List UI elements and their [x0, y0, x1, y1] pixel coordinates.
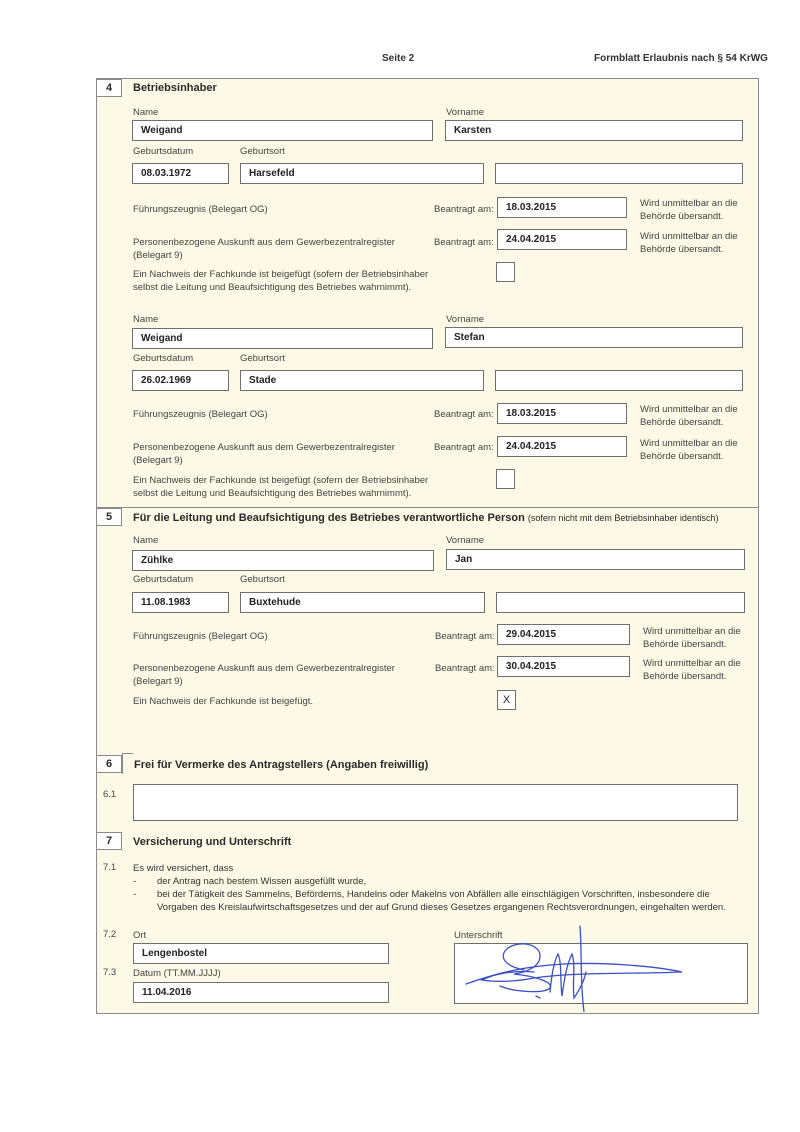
datum-label: Datum (TT.MM.JJJJ): [133, 968, 221, 979]
owner1-auskunft-date[interactable]: 24.04.2015: [497, 229, 627, 250]
owner2-fachkunde-checkbox[interactable]: [496, 469, 515, 489]
beantragt-label: Beantragt am:: [435, 631, 495, 642]
geburtsdatum-label: Geburtsdatum: [133, 574, 194, 585]
remarks-field[interactable]: [133, 784, 738, 821]
section-6-number: 6: [96, 755, 122, 773]
owner2-vorname-field[interactable]: Stefan: [445, 327, 743, 348]
vorname-label: Vorname: [446, 535, 485, 546]
auskunft-label: Personenbezogene Auskunft aus dem Gewerbezentralregister (Belegart 9): [133, 237, 395, 261]
owner2-geburtsort-field[interactable]: Stade: [240, 370, 484, 391]
owner2-auskunft-date[interactable]: 24.04.2015: [497, 436, 627, 457]
section-7-1-number: 7.1: [103, 862, 117, 873]
signature-icon: [454, 922, 748, 1012]
vorname-label: Vorname: [446, 314, 485, 325]
fuehrungszeugnis-label: Führungszeugnis (Belegart OG): [133, 409, 268, 420]
owner1-fachkunde-checkbox[interactable]: [496, 262, 515, 282]
declaration-text: Es wird versichert, dass - der Antrag nach bestem Wissen ausgefüllt wurde, - bei der Tätigkeit des Sammelns, Beförderns, Handelns oder Makelns von Abfällen alle einschlägigen Vorschriften, insbesondere die Vorgaben des Kreislaufwirtschaftsgesetzes und der auf Grund dieses Gesetzes ergangenen Rechtsverordnungen, eingehalten werden.: [133, 862, 753, 914]
geburtsort-label: Geburtsort: [240, 353, 285, 364]
section-divider: [96, 507, 759, 508]
manager-geburtsort-field[interactable]: Buxtehude: [240, 592, 485, 613]
name-label: Name: [133, 535, 159, 546]
beantragt-label: Beantragt am:: [434, 204, 494, 215]
owner2-fuehrungszeugnis-date[interactable]: 18.03.2015: [497, 403, 627, 424]
section-5-title: Für die Leitung und Beaufsichtigung des Betriebes verantwortliche Person (sofern nicht mit dem Betriebsinhaber identisch): [133, 512, 719, 524]
geburtsdatum-label: Geburtsdatum: [133, 353, 194, 364]
fachkunde-label: Ein Nachweis der Fachkunde ist beigefügt.: [133, 696, 314, 707]
beantragt-label: Beantragt am:: [435, 663, 495, 674]
beantragt-label: Beantragt am:: [434, 442, 494, 453]
uebersandt-note: Wird unmittelbar an die Behörde übersandt.: [640, 231, 738, 255]
section-7-number: 7: [96, 832, 122, 850]
section-6-bracket: [122, 753, 133, 774]
owner1-geburtsort-field[interactable]: Harsefeld: [240, 163, 484, 184]
vorname-label: Vorname: [446, 107, 485, 118]
geburtsort-label: Geburtsort: [240, 574, 285, 585]
name-label: Name: [133, 314, 159, 325]
ort-label: Ort: [133, 930, 147, 941]
manager-fuehrungszeugnis-date[interactable]: 29.04.2015: [497, 624, 630, 645]
section-5-number: 5: [96, 508, 122, 526]
owner1-geburtsdatum-field[interactable]: 08.03.1972: [132, 163, 229, 184]
beantragt-label: Beantragt am:: [434, 409, 494, 420]
manager-name-field[interactable]: Zühlke: [132, 550, 434, 571]
owner2-extra-field[interactable]: [495, 370, 743, 391]
declaration-item-2: - bei der Tätigkeit des Sammelns, Beförderns, Handelns oder Makelns von Abfällen alle einschlägigen Vorschriften, insbesondere die Vorgaben des Kreislaufwirtschaftsgesetzes und der auf Grund dieses Gesetzes ergangenen Rechtsverordnungen, eingehalten werden.: [133, 888, 753, 914]
section-4-number: 4: [96, 79, 122, 97]
owner1-fuehrungszeugnis-date[interactable]: 18.03.2015: [497, 197, 627, 218]
section-6-1-number: 6.1: [103, 789, 117, 800]
section-6-title: Frei für Vermerke des Antragstellers (Angaben freiwillig): [134, 759, 429, 771]
beantragt-label: Beantragt am:: [434, 237, 494, 248]
uebersandt-note: Wird unmittelbar an die Behörde übersandt.: [640, 404, 738, 428]
geburtsdatum-label: Geburtsdatum: [133, 146, 194, 157]
geburtsort-label: Geburtsort: [240, 146, 285, 157]
section-4-title: Betriebsinhaber: [133, 82, 217, 94]
manager-extra-field[interactable]: [496, 592, 745, 613]
form-title: Formblatt Erlaubnis nach § 54 KrWG: [594, 53, 768, 64]
unterschrift-label: Unterschrift: [454, 930, 503, 941]
section-7-2-number: 7.2: [103, 929, 117, 940]
owner2-geburtsdatum-field[interactable]: 26.02.1969: [132, 370, 229, 391]
auskunft-label: Personenbezogene Auskunft aus dem Gewerbezentralregister (Belegart 9): [133, 442, 395, 466]
page-number: Seite 2: [382, 53, 415, 64]
owner1-vorname-field[interactable]: Karsten: [445, 120, 743, 141]
fachkunde-label: Ein Nachweis der Fachkunde ist beigefügt (sofern der Betriebsinhaber selbst die Leitung und Beaufsichtigung des Betriebes wahrnimmt).: [133, 475, 429, 499]
fachkunde-label: Ein Nachweis der Fachkunde ist beigefügt (sofern der Betriebsinhaber selbst die Leitung und Beaufsichtigung des Betriebes wahrnimmt).: [133, 269, 429, 293]
fuehrungszeugnis-label: Führungszeugnis (Belegart OG): [133, 204, 268, 215]
owner1-name-field[interactable]: Weigand: [132, 120, 433, 141]
manager-auskunft-date[interactable]: 30.04.2015: [497, 656, 630, 677]
section-7-title: Versicherung und Unterschrift: [133, 836, 292, 848]
name-label: Name: [133, 107, 159, 118]
owner2-name-field[interactable]: Weigand: [132, 328, 433, 349]
ort-field[interactable]: Lengenbostel: [133, 943, 389, 964]
section-7-3-number: 7.3: [103, 967, 117, 978]
uebersandt-note: Wird unmittelbar an die Behörde übersandt.: [643, 626, 741, 650]
manager-geburtsdatum-field[interactable]: 11.08.1983: [132, 592, 229, 613]
manager-fachkunde-checkbox[interactable]: X: [497, 690, 516, 710]
datum-field[interactable]: 11.04.2016: [133, 982, 389, 1003]
auskunft-label: Personenbezogene Auskunft aus dem Gewerbezentralregister (Belegart 9): [133, 663, 395, 687]
fuehrungszeugnis-label: Führungszeugnis (Belegart OG): [133, 631, 268, 642]
uebersandt-note: Wird unmittelbar an die Behörde übersandt.: [640, 198, 738, 222]
manager-vorname-field[interactable]: Jan: [446, 549, 745, 570]
uebersandt-note: Wird unmittelbar an die Behörde übersandt.: [640, 438, 738, 462]
uebersandt-note: Wird unmittelbar an die Behörde übersandt.: [643, 658, 741, 682]
owner1-extra-field[interactable]: [495, 163, 743, 184]
